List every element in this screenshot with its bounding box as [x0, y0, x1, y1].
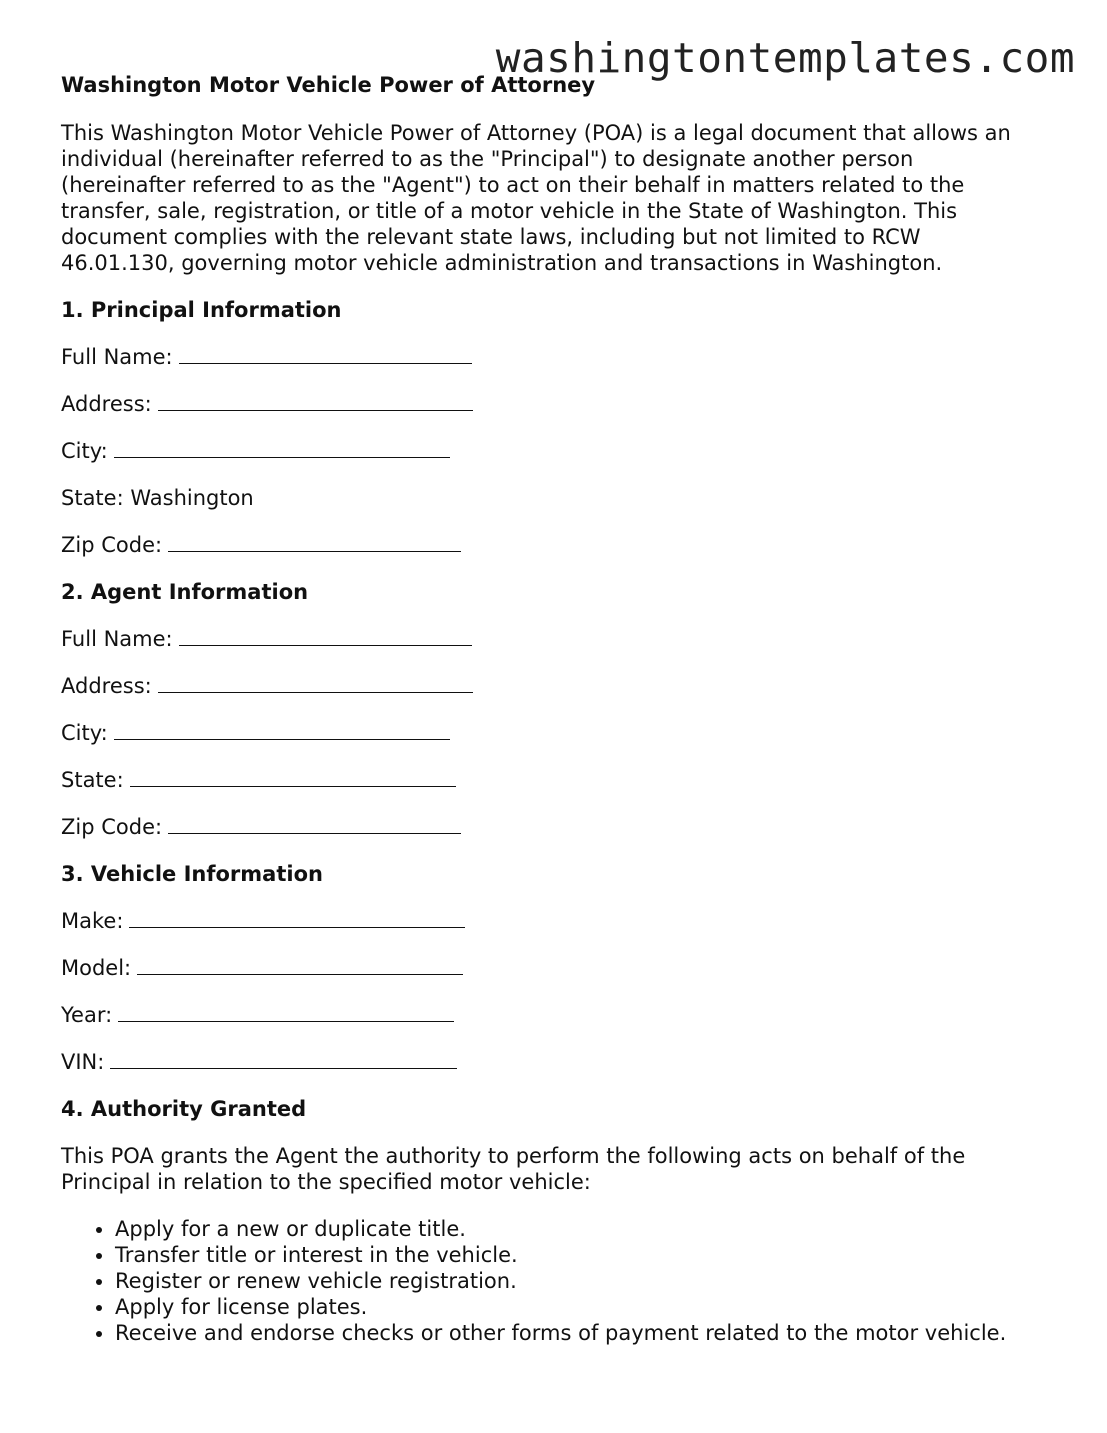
vehicle-vin-label: VIN:: [61, 1050, 105, 1074]
agent-city-field: [61, 720, 1061, 746]
principal-address-blank[interactable]: [158, 392, 473, 411]
principal-state-field: [61, 485, 1061, 511]
vehicle-make-blank[interactable]: [129, 909, 465, 928]
authority-list-item: • Register or renew vehicle registration.: [115, 1268, 1061, 1294]
vehicle-vin-blank[interactable]: [110, 1050, 457, 1069]
principal-address-field: [61, 391, 1061, 417]
principal-city-label: City:: [61, 439, 108, 463]
agent-full-name-blank[interactable]: [179, 627, 472, 646]
authority-list-item: • Transfer title or interest in the vehicle.: [115, 1242, 1061, 1268]
authority-list-item: • Apply for license plates.: [115, 1294, 1061, 1320]
agent-zip-blank[interactable]: [168, 815, 461, 834]
vehicle-vin-field: [61, 1049, 1061, 1075]
watermark: washingtontemplates.com: [495, 34, 1075, 82]
document-page: [61, 72, 1061, 1346]
agent-state-field: [61, 767, 1061, 793]
vehicle-make-label: Make:: [61, 909, 124, 933]
agent-address-field: [61, 673, 1061, 699]
authority-list: [61, 1216, 1061, 1346]
principal-full-name-blank[interactable]: [179, 345, 472, 364]
vehicle-section-heading: 3. Vehicle Information: [61, 862, 323, 886]
vehicle-year-label: Year:: [61, 1003, 113, 1027]
vehicle-year-field: [61, 1002, 1061, 1028]
agent-section-heading: 2. Agent Information: [61, 580, 309, 604]
agent-city-blank[interactable]: [114, 721, 450, 740]
authority-paragraph: This POA grants the Agent the authority to perform the following acts on behalf of the Principal in relation to the specified motor vehicle:: [61, 1144, 966, 1194]
principal-zip-label: Zip Code:: [61, 533, 163, 557]
vehicle-model-field: [61, 955, 1061, 981]
agent-zip-label: Zip Code:: [61, 815, 163, 839]
intro-paragraph: This Washington Motor Vehicle Power of Attorney (POA) is a legal document that allows an individual (hereinafter referred to as the "Principal") to designate another person (hereinafter referred to as the "Agent") to act on their behalf in matters related to the transfer, sale, registration, or title of a motor vehicle in the State of Washington. This document complies with the relevant state laws, including but not limited to RCW 46.01.130, governing motor vehicle administration and transactions in Washington.: [61, 121, 1011, 275]
principal-state-label: State: Washington: [61, 486, 254, 510]
principal-section-heading: 1. Principal Information: [61, 298, 342, 322]
principal-zip-field: [61, 532, 1061, 558]
agent-state-label: State:: [61, 768, 124, 792]
principal-city-field: [61, 438, 1061, 464]
principal-address-label: Address:: [61, 392, 152, 416]
agent-full-name-label: Full Name:: [61, 627, 173, 651]
document-title: Washington Motor Vehicle Power of Attorney: [61, 73, 596, 97]
agent-address-label: Address:: [61, 674, 152, 698]
agent-zip-field: [61, 814, 1061, 840]
agent-full-name-field: [61, 626, 1061, 652]
authority-section-heading: 4. Authority Granted: [61, 1097, 307, 1121]
principal-full-name-field: [61, 344, 1061, 370]
principal-city-blank[interactable]: [114, 439, 450, 458]
vehicle-model-label: Model:: [61, 956, 132, 980]
agent-address-blank[interactable]: [158, 674, 473, 693]
authority-list-item: • Apply for a new or duplicate title.: [115, 1216, 1061, 1242]
principal-zip-blank[interactable]: [168, 533, 461, 552]
principal-full-name-label: Full Name:: [61, 345, 173, 369]
authority-list-item: • Receive and endorse checks or other forms of payment related to the motor vehicle.: [115, 1320, 1061, 1346]
vehicle-model-blank[interactable]: [137, 956, 463, 975]
vehicle-year-blank[interactable]: [118, 1003, 454, 1022]
vehicle-make-field: [61, 908, 1061, 934]
agent-city-label: City:: [61, 721, 108, 745]
agent-state-blank[interactable]: [130, 768, 456, 787]
